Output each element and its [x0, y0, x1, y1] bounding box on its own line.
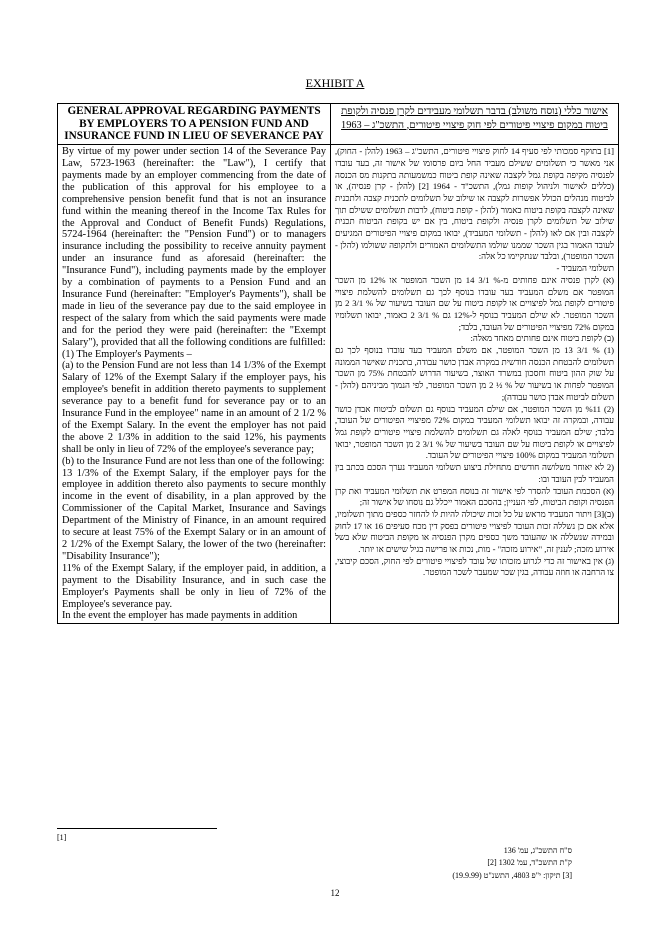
hebrew-paragraph: תשלומי המעביד - [556, 263, 614, 274]
hebrew-heading-cell [331, 104, 619, 145]
page-number: 12 [330, 888, 340, 898]
english-paragraph: By virtue of my power under section 14 of the Severance Pay Law, 5723-1963 (hereinafter: the "Law"), I certify that payments made by an employer commencing from the date of the publication of this approval for his employee to a comprehensive pension benefit fund that is not an insurance fund within the meaning thereof in the Income Tax Rules for the Approval and Conduct of Benefit Funds) Regulations, 5724-1964 (hereinafter: the "Pension Fund") or to managers insurance including the possibility to receive annuity payment under an insurance fund as aforesaid (hereinafter: the "Insurance Fund"), including payments made by the employer by a combination of payments to a Pension Fund and an Insurance Fund (hereinafter: "Employer's Payments"), shall be made in lieu of the severance pay due to the said employee in respect of the salary from which the said payments were made and for the period they were paid (hereinafter: the "Exempt Salary"), provided that all the following conditions are fulfilled: [62, 146, 326, 348]
footnote-marker: [1] [57, 833, 67, 842]
footnote-1: ס"ח התשכ"ג, עמ' 136 [503, 846, 572, 855]
hebrew-paragraph: (ב) לקופת ביטוח אינם פחותים מאחד מאלה: [470, 333, 614, 344]
approval-table [57, 103, 619, 624]
english-heading-cell [58, 104, 331, 145]
english-paragraph: 11% of the Exempt Salary, if the employer paid, in addition, a payment to the Disability Insurance, and in such case the Employer's Payments shall be only in lieu of 72% of the Employee's severance pay. [62, 562, 326, 610]
footnote-3: [3] תיקון: י"פ 4803, התשנ"ט (19.9.99) [452, 871, 572, 880]
footnote-separator [57, 828, 217, 829]
english-paragraph: (1) The Employer's Payments – [62, 348, 192, 360]
heading-row [58, 104, 619, 145]
hebrew-paragraph: [1] בתוקף סמכותי לפי סעיף 14 לחוק פיצויי פיטורים, התשכ"ג – 1963 (להלן - החוק), אני מאשר כי תשלומים ששילם מעביד החל ביום פרסומו של אישור זה, בעד עובדו לפנסיה מקיפה בקופת גמל לקצבה שאינה קופת ביטוח כמשמעותה בתקנות מס הכנסה (כללים לאישור ולניהול קופות גמל), התשכ"ד - 1964 [2] (להלן - קרן פנסיה), או לביטוח מנהלים הכולל אפשרות לקצבה או שילוב של תשלומים לתכנית קצבה ולתכנית שאינה לקצבה בקופת ביטוח כאמור (להלן - קופת ביטוח), לרבות תשלומים ששילם תוך שילוב של תשלומים לקרן פנסיה ולקופת ביטוח, בין אם יש בקופת הביטוח תכנית לקצבה ובין אם לאו (להלן - תשלומי המעביד), יבואו במקום פיצויי הפיטורים המגיעים לעובד האמור בגין השכר שממנו שולמו התשלומים האמורים ולתקופה ששולמו (להלן - השכר המופטר), ובלבד שנתקיימו כל אלה: [335, 146, 614, 262]
hebrew-body-cell [331, 145, 619, 624]
english-heading: GENERAL APPROVAL REGARDING PAYMENTS BY EMPLOYERS TO A PENSION FUND AND INSURANCE FUND IN LIEU OF SEVERANCE PAY [64, 105, 324, 143]
hebrew-paragraph: (א) לקרן פנסיה אינם פחותים מ-% 3/1 14 מן השכר המופטר או 12% מן השכר המופטר אם משלם המעביד בעד עובדו בנוסף לכך גם תשלומים להשלמת פיצויי פיטורים לקופת גמל לפיצויים או לקופת ביטוח על שם העובד בשיעור של % 3/1 2 מן השכר המופטר. לא שילם המעביד בנוסף ל-12% גם % 3/1 2 כאמור, יבואו תשלומיו במקום 72% מפיצויי הפיטורים של העובד, בלבד; [335, 274, 615, 332]
hebrew-body [335, 146, 614, 579]
hebrew-heading: אישור כללי (נוסח משולב) בדבר תשלומי מעבידים לקרן פנסיה ולקופת ביטוח במקום פיצויי פיטורים לפי חוק פיצויי פיטורים, התשכ"ג – 1963 [341, 106, 608, 131]
english-paragraph: (b) to the Insurance Fund are not less than one of the following: [62, 455, 325, 467]
english-body [62, 146, 326, 622]
hebrew-paragraph: (1) % 3/1 13 מן השכר המופטר, אם משלם המעביד בעד עובדו בנוסף לכך גם תשלומים להבטחת הכנסה חודשית במקרה אבדן כושר עבודה, בתכנית שאישר הממונה על שוק ההון ביטוח וחסכון במשרד האוצר, בשיעור הדרוש להבטחת 75% מן השכר המופטר לפחות או בשיעור של % ½ 2 מן השכר המופטר, לפי הנמוך מביניהם (להלן - תשלום לביטוח אבדן כושר עבודה); [335, 345, 614, 402]
english-paragraph: (a) to the Pension Fund are not less than 14 1/3% of the Exempt Salary of 12% of the Exempt Salary if the employer pays, his employee's benefit in addition thereto payments to supplement severance pay to a benefit fund for severance pay or to an Insurance Fund in the employee" name in an amount of 2 1/2 % of the Exempt Salary. In the event the employer has not paid the above 2 1/3% in addition to the said 12%, his payments shall be only in lieu of 72% of the employee's severance pay; [62, 360, 326, 455]
english-paragraph: 13 1/3% of the Exempt Salary, if the employer pays for the employee in addition thereto also payments to secure monthly income in the event of disability, in a plan approved by the Commissioner of the Capital Market, Insurance and Savings Department of the Ministry of Finance, in an amount required to secure at least 75% of the Exempt Salary or in an amount of 2 1/2% of the Exempt Salary, the lower of the two (hereinafter: "Disability Insurance"); [62, 467, 326, 562]
english-body-cell [58, 145, 331, 624]
hebrew-paragraph: (א) הסכמת העובד להסדר לפי אישור זה בנוסח המפרט את תשלומי המעביד ואת קרן הפנסיה וקופת הביטוח, לפי העניין; בהסכם האמור ייכלל גם נוסחו של אישור זה; [335, 485, 614, 508]
hebrew-paragraph: (ב)[3] ויתור המעביד מראש על כל זכות שיכולה להיות לו להחזר כספים מתוך תשלומיו, אלא אם כן נשללה זכות העובד לפיצויי פיטורים בפסק דין מכח סעיפים 16 או 17 לחוק ובמידה שנשללה או שהעובד משך כספים מקרן הפנסיה או מקופת הביטוח שלא בשל אירוע מזכה; לענין זה, "אירוע מזכה" - מות, נכות או פרישה בגיל שישים או יותר. [335, 508, 614, 555]
exhibit-title: EXHIBIT A [305, 76, 365, 90]
hebrew-paragraph: (2) %11 מן השכר המופטר, אם שילם המעביד בנוסף גם תשלום לביטוח אבדן כושר עבודה, ובמקרה זה יבואו תשלומי המעביד במקום 72% מפיצויי הפיטורים של העובד, בלבד; שילם המעביד בנוסף לאלה גם תשלומים להשלמת פיצויי פיטורים לקופת גמל לפיצויים או לקופת ביטוח על שם העובד בשיעור של % 3/1 2 מן השכר המופטר, יבואו תשלומי המעביד במקום 100% פיצויי הפיטורים של העובד. [335, 403, 614, 461]
hebrew-paragraph: (2 לא יאוחר משלושה חודשים מתחילת ביצוע תשלומי המעביד נערך הסכם בכתב בין המעביד לבין העובד ובו: [335, 462, 614, 484]
english-paragraph: In the event the employer has made payments in addition [62, 610, 298, 622]
body-row [58, 145, 619, 624]
hebrew-paragraph: (ג) אין באישור זה כדי לגרוע מזכותו של עובד לפיצויי פיטורים לפי החוק, הסכם קיבוצי, צו הרחבה או חוזה עבודה, בגין שכר שמעבר לשכר המופטר. [335, 555, 614, 578]
footnote-2: ק"ת התשכ"ד, עמ' 1302 [2] [487, 858, 572, 867]
